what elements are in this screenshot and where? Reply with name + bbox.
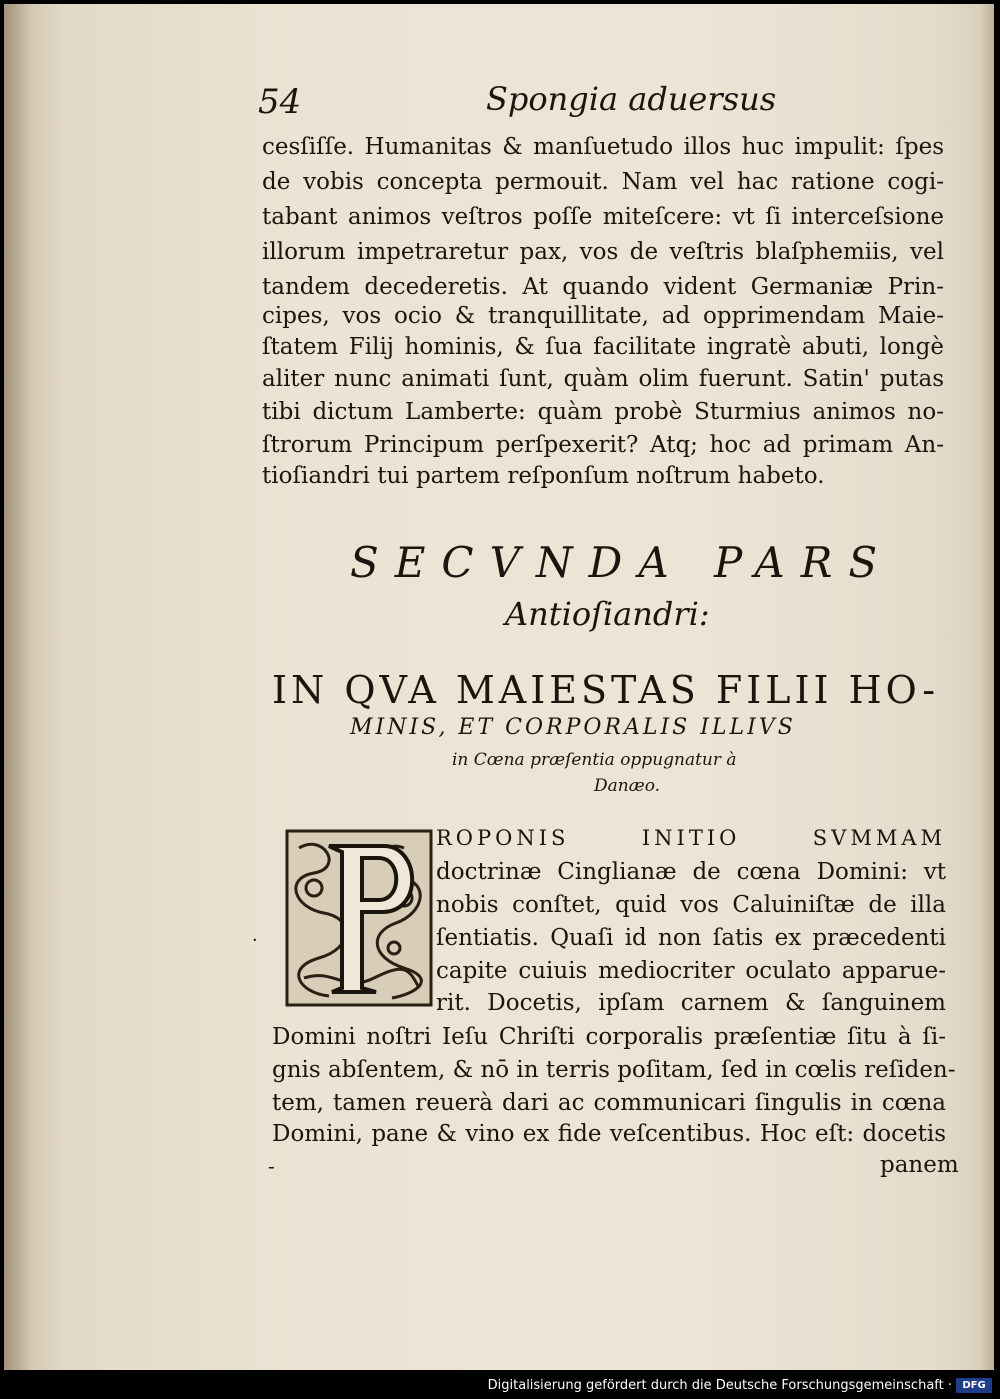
- initial-letter: P: [356, 948, 357, 949]
- text-line: nobis conſtet, quid vos Caluiniſtæ de illa: [436, 892, 946, 918]
- text-line-last: tioſiandri tui partem reſponſum noſtrum habeto.: [262, 463, 825, 489]
- ornament-icon: [284, 828, 434, 1008]
- page-number: 54: [258, 82, 302, 122]
- text-line: tandem decederetis. At quando vident Germaniæ Prin-: [262, 274, 944, 300]
- caption-line: IN QVA MAIESTAS FILII HO-: [272, 668, 940, 712]
- dfg-logo-icon: DFG: [956, 1378, 992, 1393]
- caption-line: in Cœna præſentia oppugnatur à: [452, 750, 737, 770]
- text-line: cipes, vos ocio & tranquillitate, ad opprimendam Maie-: [262, 303, 944, 329]
- text-line: tibi dictum Lamberte: quàm probè Sturmius animos no-: [262, 399, 944, 425]
- text-line: ſentiatis. Quaſi id non ſatis ex præcedenti: [436, 925, 946, 951]
- caption-line: Danæo.: [594, 776, 661, 796]
- text-line: Domini, pane & vino ex fide veſcentibus. Hoc eſt: docetis: [272, 1121, 946, 1147]
- text-line: doctrinæ Cinglianæ de cœna Domini: vt: [436, 859, 946, 885]
- caption-line: MINIS, ET CORPORALIS ILLIVS: [350, 715, 796, 740]
- margin-dot: ·: [252, 930, 258, 951]
- text-line: cesſiſſe. Humanitas & manſuetudo illos huc impulit: ſpes: [262, 134, 944, 160]
- text-line: Domini noſtri Ieſu Chriſti corporalis præſentiæ ſitu à ſi-: [272, 1024, 946, 1050]
- text-line: illorum impetraretur pax, vos de veſtris blaſphemiis, vel: [262, 239, 944, 265]
- text-line: ROPONIS INITIO SVMMAM: [436, 826, 946, 850]
- text-line: de vobis concepta permouit. Nam vel hac ratione cogi-: [262, 169, 944, 195]
- margin-mark: -: [268, 1154, 275, 1178]
- text-line: ſtatem Filij hominis, & ſua facilitate ingratè abuti, longè: [262, 334, 944, 360]
- text-line: ſtrorum Principum perſpexerit? Atq; hoc ad primam An-: [262, 432, 944, 458]
- text-line: capite cuiuis mediocriter oculato apparue-: [436, 958, 946, 984]
- page-edge-shadow: [980, 4, 994, 1370]
- decorated-initial: [284, 828, 434, 1008]
- text-line: tem, tamen reuerà dari ac communicari ſingulis in cœna: [272, 1090, 946, 1116]
- section-subtitle: Antioſiandri:: [505, 595, 710, 633]
- catchword: panem: [880, 1152, 959, 1178]
- text-line: rit. Docetis, ipſam carnem & ſanguinem: [436, 990, 946, 1016]
- running-title: Spongia aduersus: [486, 80, 777, 118]
- page-gutter-shadow: [4, 4, 32, 1370]
- footer-bar: [0, 1374, 1000, 1399]
- text-line: gnis abſentem, & nō in terris poſitam, ſed in cœlis reſiden-: [272, 1057, 956, 1083]
- text-line: tabant animos veſtros poſſe miteſcere: vt ſi interceſsione: [262, 204, 944, 230]
- funding-notice: Digitalisierung gefördert durch die Deutsche Forschungsgemeinschaft ·: [487, 1378, 952, 1393]
- section-title: SECVNDA PARS: [350, 538, 894, 587]
- text-line: aliter nunc animati ſunt, quàm olim fuerunt. Satin' putas: [262, 366, 944, 392]
